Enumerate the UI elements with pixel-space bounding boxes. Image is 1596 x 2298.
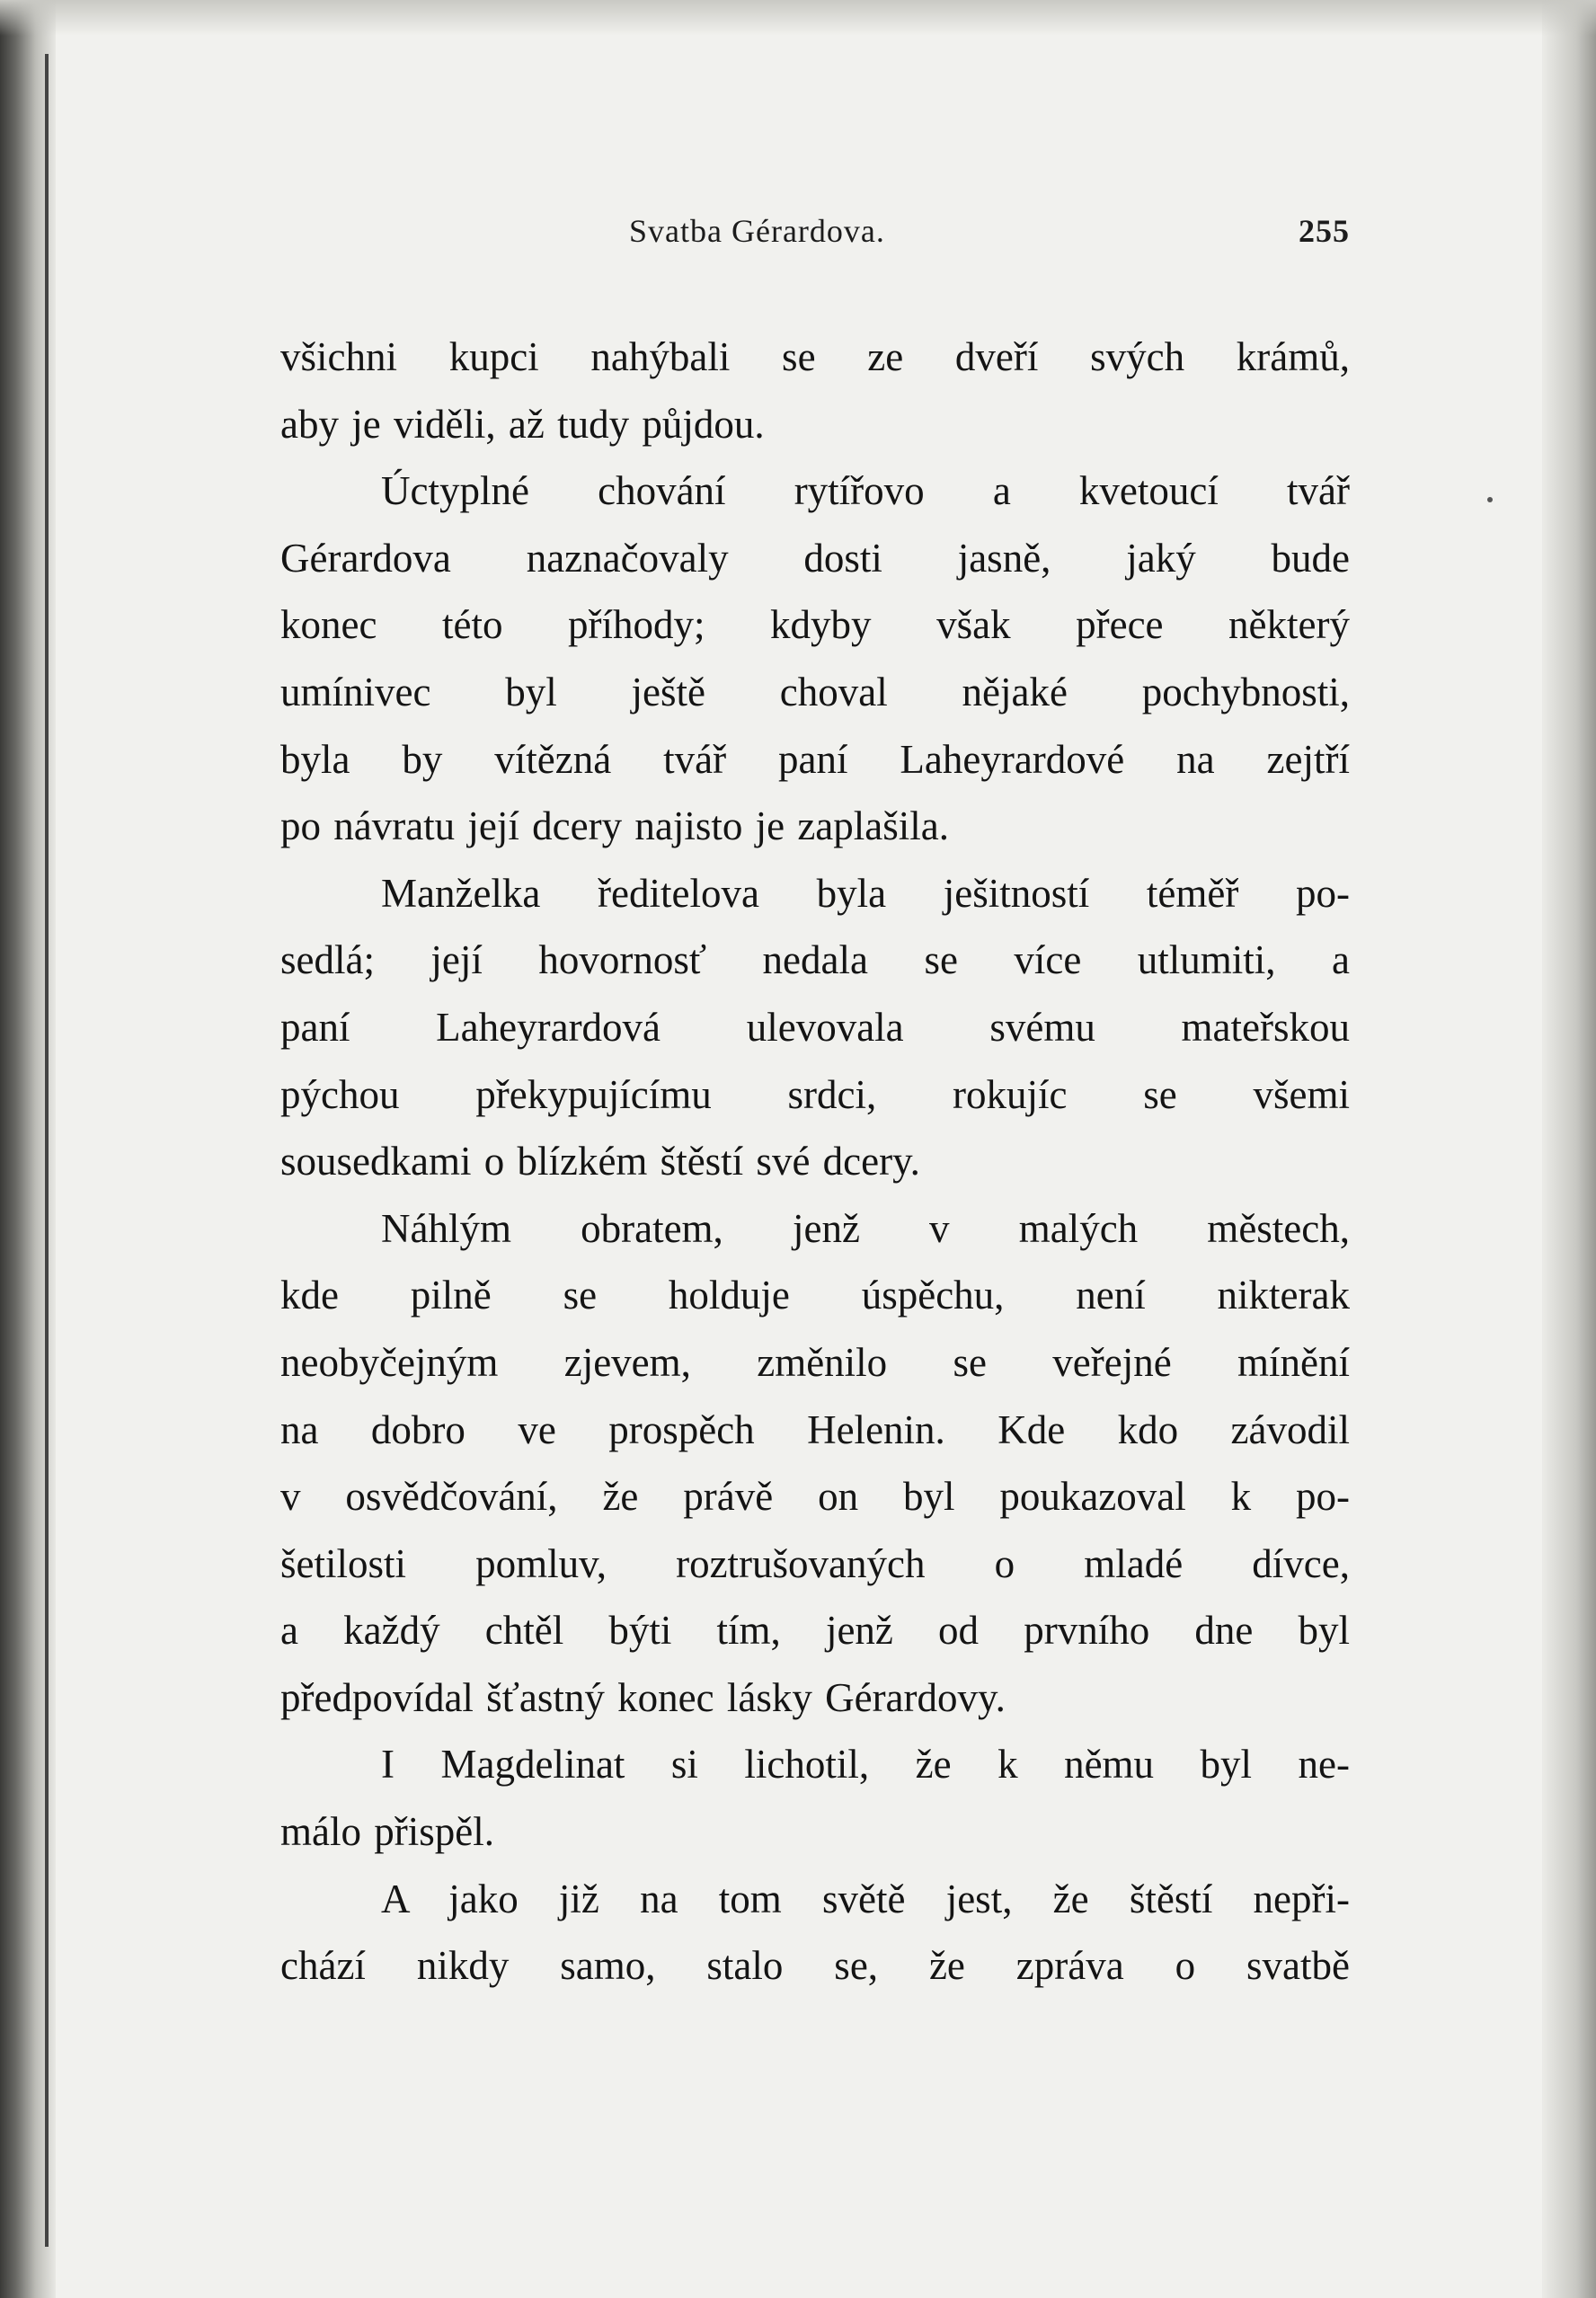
text-line: aby je viděli, až tudy půjdou. — [280, 401, 765, 447]
text-line: předpovídal šťastný konec lásky Gérardovy. — [280, 1674, 1006, 1720]
body-text — [280, 324, 1350, 2000]
text-line: I Magdelinat si lichotil, že k němu byl ne- — [381, 1742, 1350, 1788]
text-line: paní Laheyrardová ulevovala svému mateřskou — [280, 1004, 1350, 1050]
text-line: všichni kupci nahýbali se ze dveří svých krámů, — [280, 334, 1350, 379]
text-line: a každý chtěl býti tím, jenž od prvního dne byl — [280, 1608, 1350, 1654]
margin-speck — [1487, 497, 1493, 502]
text-line: pýchou překypujícímu srdci, rokujíc se všemi — [280, 1071, 1350, 1117]
top-edge-shadow — [0, 0, 1596, 36]
text-line: po návratu její dcery najisto je zaplašila. — [280, 803, 949, 849]
text-line: Manželka ředitelova byla ješitností téměř po- — [381, 870, 1350, 916]
text-line: Gérardova naznačovaly dosti jasně, jaký bude — [280, 535, 1350, 581]
text-line: byla by vítězná tvář paní Laheyrardové na zejtří — [280, 736, 1350, 782]
text-line: kde pilně se holduje úspěchu, není nikterak — [280, 1273, 1350, 1318]
binding-edge-line — [45, 54, 49, 2247]
page-number: 255 — [1299, 213, 1350, 249]
text-line: konec této příhody; kdyby však přece některý — [280, 602, 1350, 648]
text-line: A jako již na tom světě jest, že štěstí nepři- — [381, 1876, 1350, 1921]
text-line: šetilosti pomluv, roztrušovaných o mladé dívce, — [280, 1540, 1350, 1586]
text-line: málo přispěl. — [280, 1809, 494, 1855]
text-line: sedlá; její hovornosť nedala se více utlumiti, a — [280, 937, 1350, 983]
text-line: Náhlým obratem, jenž v malých městech, — [381, 1205, 1350, 1251]
text-line: neobyčejným zjevem, změnilo se veřejné mínění — [280, 1339, 1350, 1385]
text-line: v osvědčování, že právě on byl poukazoval k po- — [280, 1474, 1350, 1520]
text-line: Úctyplné chování rytířovo a kvetoucí tvář — [381, 468, 1350, 514]
text-line: na dobro ve prospěch Helenin. Kde kdo závodil — [280, 1406, 1350, 1452]
running-title: Svatba Gérardova. — [629, 213, 885, 249]
text-line: chází nikdy samo, stalo se, že zpráva o svatbě — [280, 1943, 1350, 1989]
right-edge-shadow — [1542, 0, 1596, 2298]
running-head — [280, 212, 1350, 257]
text-line: sousedkami o blízkém štěstí své dcery. — [280, 1139, 920, 1184]
text-line: umínivec byl ještě choval nějaké pochybnosti, — [280, 669, 1350, 714]
